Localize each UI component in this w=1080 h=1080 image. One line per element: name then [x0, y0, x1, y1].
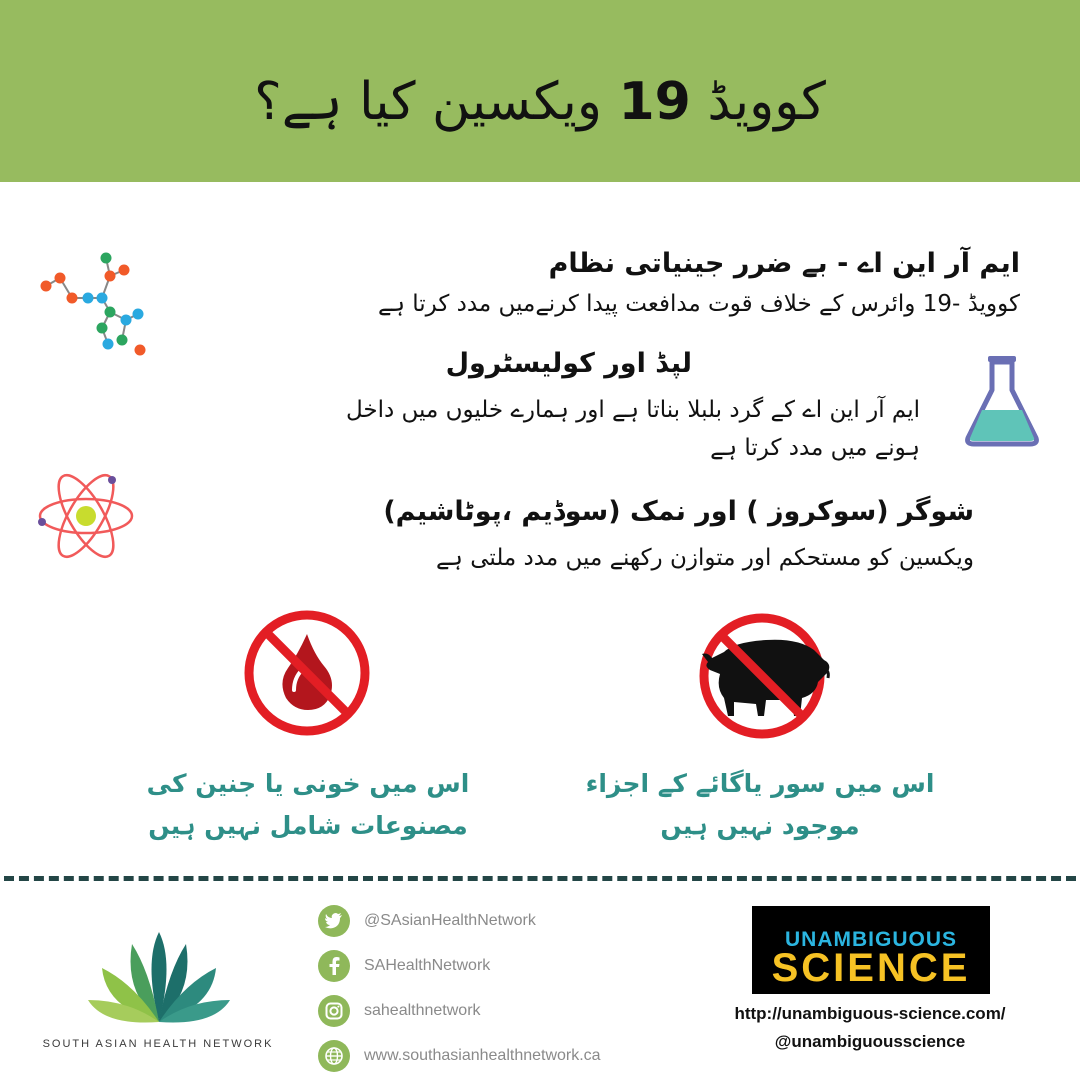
- partner-handle[interactable]: @unambiguousscience: [774, 1032, 966, 1051]
- globe-icon: [318, 1040, 350, 1072]
- no-pig-icon: [694, 612, 836, 742]
- partner-logo-bottom: SCIENCE: [771, 946, 971, 990]
- section-lipid-body-line1: ایم آر این اے کے گرد بلبلا بناتا ہے اور ہمارے خلیوں میں داخل: [345, 397, 920, 423]
- section-lipid-title: لپڈ اور کولیسٹرول: [445, 348, 692, 379]
- flask-icon: [962, 352, 1042, 448]
- header-banner: [0, 0, 1080, 182]
- org-name: SOUTH ASIAN HEALTH NETWORK: [42, 1038, 274, 1050]
- molecule-icon: [36, 248, 148, 360]
- social-website[interactable]: [318, 1039, 601, 1073]
- dashed-divider: [4, 876, 1076, 881]
- section-sugar-body: ویکسین کو مستحکم اور متوازن رکھنے میں مدد ملتی ہے: [435, 545, 974, 571]
- atom-icon: [34, 470, 138, 562]
- no-blood-icon: [242, 608, 372, 738]
- notice-no-pork-line1: اس میں سور یاگائے کے اجزاء: [585, 769, 935, 798]
- unambiguous-science-logo: [752, 906, 990, 994]
- page-title: کوویڈ 19 ویکسین کیا ہے؟: [254, 72, 826, 132]
- social-twitter-text: @SAsianHealthNetwork: [364, 912, 536, 929]
- social-instagram[interactable]: [318, 994, 481, 1028]
- lotus-logo: [84, 922, 234, 1032]
- notice-no-pork-line2: موجود نہیں ہیں: [660, 811, 860, 840]
- section-mrna-title: ایم آر این اے - بے ضرر جینیاتی نظام: [548, 248, 1020, 279]
- instagram-icon: [318, 995, 350, 1027]
- facebook-icon: [318, 950, 350, 982]
- section-mrna-body: کوویڈ -19 وائرس کے خلاف قوت مدافعت پیدا کرنےمیں مدد کرتا ہے: [377, 291, 1020, 317]
- social-facebook[interactable]: [318, 949, 490, 983]
- twitter-icon: [318, 905, 350, 937]
- notice-no-blood-line1: اس میں خونی یا جنین کی: [146, 769, 470, 798]
- partner-logo-top: UNAMBIGUOUS: [785, 928, 957, 951]
- social-twitter[interactable]: [318, 904, 536, 938]
- notice-no-blood-line2: مصنوعات شامل نہیں ہیں: [148, 811, 468, 840]
- section-sugar-title: شوگر (سوکروز ) اور نمک (سوڈیم ،پوٹاشیم): [383, 496, 974, 527]
- social-website-text: www.southasianhealthnetwork.ca: [364, 1047, 601, 1064]
- social-facebook-text: SAHealthNetwork: [364, 957, 491, 974]
- social-instagram-text: sahealthnetwork: [364, 1002, 481, 1019]
- section-lipid-body-line2: ہونے میں مدد کرتا ہے: [710, 435, 920, 461]
- partner-url-link[interactable]: http://unambiguous-science.com/: [734, 1004, 1006, 1023]
